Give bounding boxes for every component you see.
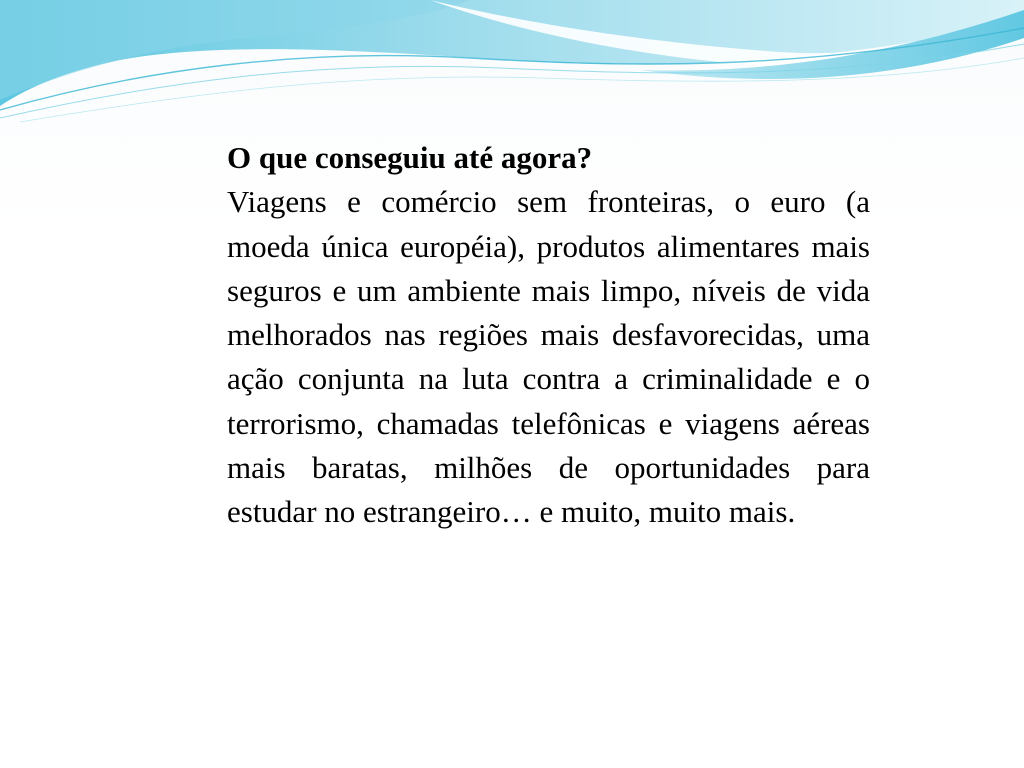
slide-heading: O que conseguiu até agora?: [227, 140, 593, 175]
wave-header-decoration: [0, 0, 1024, 130]
slide-body-text: Viagens e comércio sem fronteiras, o euro (a moeda única européia), produtos alimentares mais seguros e um ambiente mais limpo, níveis de vida melhorados nas regiões mais desfavorecidas, uma ação conjunta na luta contra a criminalidade e o terrorismo, chamadas telefônicas e viagens aéreas mais baratas, milhões de oportunidades para estudar no estrangeiro… e muito, muito mais.: [227, 184, 870, 530]
content-text-box: [227, 136, 870, 535]
